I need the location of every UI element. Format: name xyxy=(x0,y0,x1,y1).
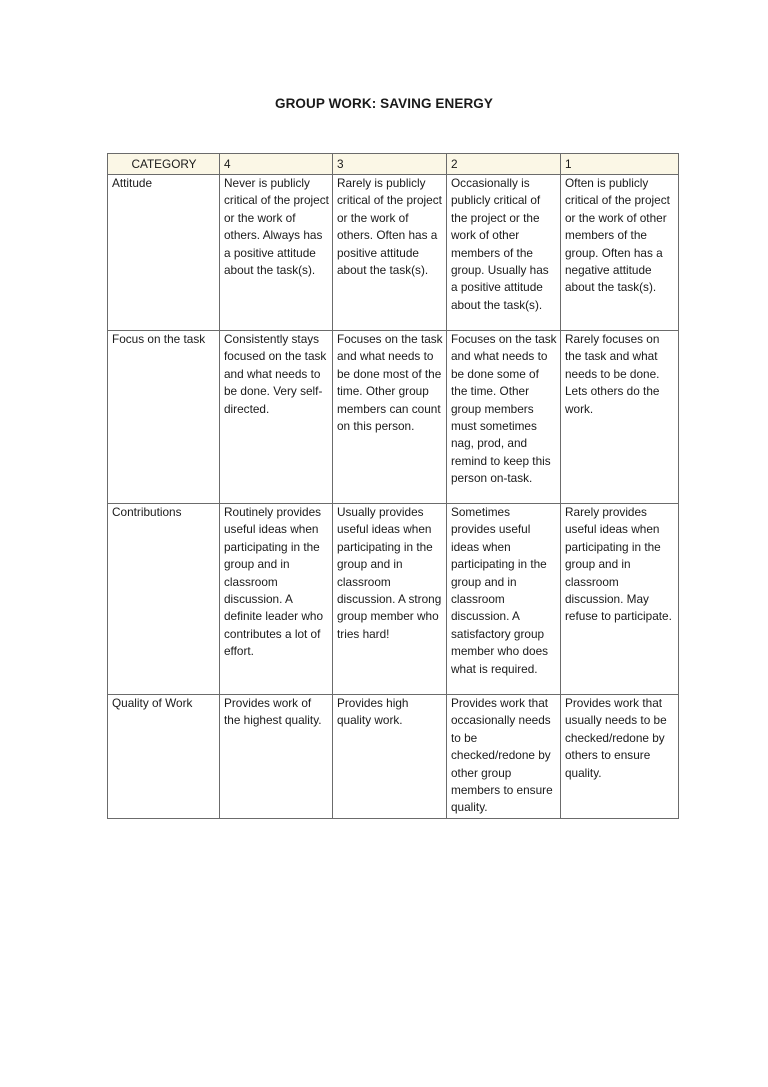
cell-score-4: Consistently stays focused on the task and what needs to be done. Very self-directed. xyxy=(220,331,333,504)
header-score-3: 3 xyxy=(333,154,447,175)
cell-score-1: Often is publicly critical of the project or the work of other members of the group. Often has a negative attitude about the task(s). xyxy=(561,175,679,331)
table-row xyxy=(108,331,679,504)
row-category: Quality of Work xyxy=(108,695,220,819)
cell-score-4: Routinely provides useful ideas when participating in the group and in classroom discussion. A definite leader who contributes a lot of effort. xyxy=(220,504,333,695)
row-category: Focus on the task xyxy=(108,331,220,504)
cell-score-2: Sometimes provides useful ideas when participating in the group and in classroom discussion. A satisfactory group member who does what is required. xyxy=(447,504,561,695)
cell-score-1: Provides work that usually needs to be checked/redone by others to ensure quality. xyxy=(561,695,679,819)
cell-score-4: Never is publicly critical of the project or the work of others. Always has a positive attitude about the task(s). xyxy=(220,175,333,331)
table-row xyxy=(108,695,679,819)
cell-score-1: Rarely provides useful ideas when participating in the group and in classroom discussion. May refuse to participate. xyxy=(561,504,679,695)
table-row xyxy=(108,504,679,695)
cell-score-2: Focuses on the task and what needs to be done some of the time. Other group members must sometimes nag, prod, and remind to keep this person on-task. xyxy=(447,331,561,504)
cell-score-1: Rarely focuses on the task and what needs to be done. Lets others do the work. xyxy=(561,331,679,504)
cell-score-4: Provides work of the highest quality. xyxy=(220,695,333,819)
cell-score-2: Provides work that occasionally needs to be checked/redone by other group members to ensure quality. xyxy=(447,695,561,819)
header-score-4: 4 xyxy=(220,154,333,175)
cell-score-2: Occasionally is publicly critical of the project or the work of other members of the group. Usually has a positive attitude about the task(s). xyxy=(447,175,561,331)
cell-score-3: Usually provides useful ideas when participating in the group and in classroom discussion. A strong group member who tries hard! xyxy=(333,504,447,695)
rubric-table xyxy=(107,153,679,819)
header-row xyxy=(108,154,679,175)
page-title: GROUP WORK: SAVING ENERGY xyxy=(274,96,494,111)
row-category: Contributions xyxy=(108,504,220,695)
row-category: Attitude xyxy=(108,175,220,331)
cell-score-3: Provides high quality work. xyxy=(333,695,447,819)
header-score-2: 2 xyxy=(447,154,561,175)
table-row xyxy=(108,175,679,331)
cell-score-3: Rarely is publicly critical of the project or the work of others. Often has a positive attitude about the task(s). xyxy=(333,175,447,331)
header-score-1: 1 xyxy=(561,154,679,175)
cell-score-3: Focuses on the task and what needs to be done most of the time. Other group members can count on this person. xyxy=(333,331,447,504)
header-category: CATEGORY xyxy=(108,154,220,175)
